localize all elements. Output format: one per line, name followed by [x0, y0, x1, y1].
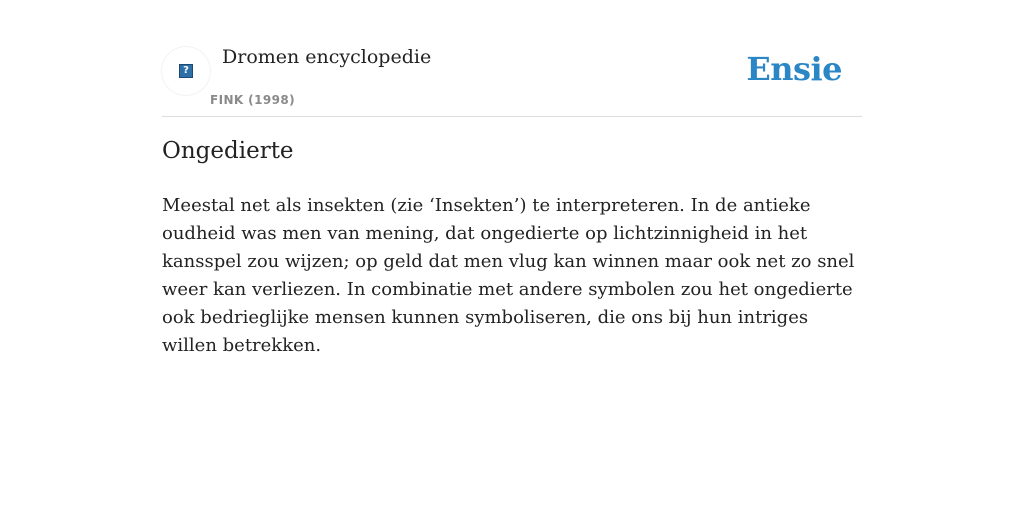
entry-title: Ongedierte: [162, 138, 294, 164]
entry-body: Meestal net als insekten (zie ‘Insekten’) te interpreteren. In de antieke oudheid was men van mening, dat ongedierte op lichtzinnigheid in het kansspel zou wijzen; op geld dat men vlug kan winnen maar ook net zo snel weer kan verliezen. In combinatie met andere symbolen zou het ongedierte ook bedrieglijke mensen kunnen symboliseren, die ons bij hun intriges willen betrekken.: [162, 195, 855, 356]
book-thumbnail[interactable]: [162, 47, 210, 95]
book-source: FINK (1998): [210, 93, 295, 107]
ensie-logo[interactable]: Ensie: [746, 50, 842, 88]
book-title-link[interactable]: Dromen encyclopedie: [222, 46, 432, 68]
entry-header: [162, 40, 862, 117]
book-cover-icon: ?: [179, 64, 193, 78]
